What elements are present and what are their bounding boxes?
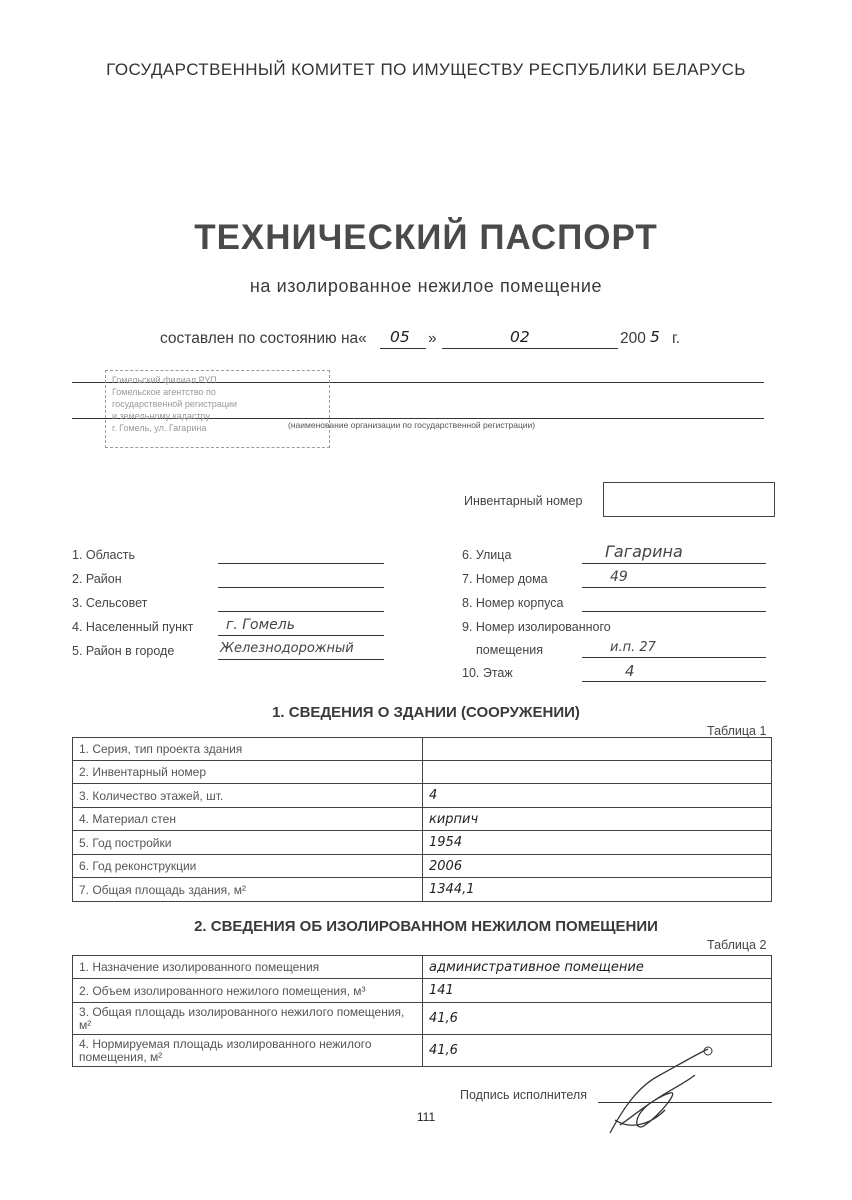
state-month: 02 (510, 328, 530, 346)
registration-stamp (105, 370, 330, 448)
section1-title: 1. СВЕДЕНИЯ О ЗДАНИИ (СООРУЖЕНИИ) (272, 704, 580, 721)
row-value: 41,6 (423, 1003, 772, 1035)
stamp-line: Гомельский филиал РУП (112, 375, 217, 385)
address-line-district (218, 587, 384, 588)
row-value: кирпич (423, 808, 772, 831)
row-label: 3. Количество этажей, шт. (73, 784, 423, 808)
address-label-floor: 10. Этаж (462, 666, 513, 680)
state-year-prefix: 200 (620, 330, 646, 347)
address-value-settlement: г. Гомель (226, 617, 295, 633)
table-row (73, 956, 772, 979)
state-day: 05 (390, 328, 410, 346)
table-row (73, 808, 772, 831)
row-label: 4. Нормируемая площадь изолированного нежилого помещения, м² (73, 1035, 423, 1067)
address-line-selsovet (218, 611, 384, 612)
table-row (73, 831, 772, 855)
row-value (423, 761, 772, 784)
row-label: 1. Назначение изолированного помещения (73, 956, 423, 979)
row-value: 4 (423, 784, 772, 808)
address-line-city-district (218, 659, 384, 660)
row-value: 2006 (423, 855, 772, 878)
state-suffix: г. (672, 330, 681, 347)
table-row (73, 738, 772, 761)
state-year-digit: 5 (650, 328, 660, 346)
address-line-house (582, 587, 766, 588)
row-value (423, 738, 772, 761)
table-row (73, 784, 772, 808)
address-label-street: 6. Улица (462, 548, 512, 562)
table-row (73, 979, 772, 1003)
row-label: 6. Год реконструкции (73, 855, 423, 878)
address-value-city-district: Железнодорожный (220, 641, 354, 656)
address-value-house: 49 (610, 569, 628, 585)
state-mid: » (428, 330, 437, 347)
day-underline (380, 348, 426, 349)
address-label-premise-number: 9. Номер изолированного (462, 620, 611, 634)
inventory-field[interactable] (603, 482, 775, 517)
address-line-street (582, 563, 766, 564)
address-label-selsovet: 3. Сельсовет (72, 596, 148, 610)
table-row (73, 878, 772, 902)
stamp-line: г. Гомель, ул. Гагарина (112, 423, 207, 433)
address-label-house: 7. Номер дома (462, 572, 548, 586)
address-line-floor (582, 681, 766, 682)
stamp-line: и земельному кадастру (112, 411, 211, 421)
address-value-premise: и.п. 27 (610, 640, 656, 655)
state-prefix: составлен по состоянию на« (160, 330, 367, 347)
row-label: 2. Объем изолированного нежилого помещения, м³ (73, 979, 423, 1003)
row-label: 2. Инвентарный номер (73, 761, 423, 784)
table-row (73, 761, 772, 784)
table-row (73, 855, 772, 878)
inventory-label: Инвентарный номер (464, 494, 583, 508)
address-line-building (582, 611, 766, 612)
row-value: административное помещение (423, 956, 772, 979)
address-label-district: 2. Район (72, 572, 122, 586)
row-label: 3. Общая площадь изолированного нежилого помещения, м² (73, 1003, 423, 1035)
building-table (72, 737, 772, 902)
signature-scribble-icon (600, 1045, 720, 1140)
row-label: 4. Материал стен (73, 808, 423, 831)
address-line-region (218, 563, 384, 564)
table1-caption: Таблица 1 (707, 724, 767, 738)
month-underline (442, 348, 618, 349)
stamp-line: государственной регистрации (112, 399, 237, 409)
document-title: ТЕХНИЧЕСКИЙ ПАСПОРТ (194, 218, 658, 257)
table-row (73, 1003, 772, 1035)
address-label-city-district: 5. Район в городе (72, 644, 175, 658)
stamp-line: Гомельское агентство по (112, 387, 216, 397)
address-label-region: 1. Область (72, 548, 135, 562)
address-label-settlement: 4. Населенный пункт (72, 620, 194, 634)
committee-header: ГОСУДАРСТВЕННЫЙ КОМИТЕТ ПО ИМУЩЕСТВУ РЕСПУБЛИКИ БЕЛАРУСЬ (106, 60, 746, 79)
row-label: 1. Серия, тип проекта здания (73, 738, 423, 761)
document-subtitle: на изолированное нежилое помещение (249, 276, 603, 296)
row-value: 141 (423, 979, 772, 1003)
row-value: 41,6 (423, 1035, 772, 1067)
address-label-building: 8. Номер корпуса (462, 596, 564, 610)
row-label: 7. Общая площадь здания, м² (73, 878, 423, 902)
row-value: 1344,1 (423, 878, 772, 902)
address-value-floor: 4 (625, 662, 635, 680)
page-number: 111 (416, 1110, 436, 1124)
address-line-settlement (218, 635, 384, 636)
row-label: 5. Год постройки (73, 831, 423, 855)
address-label-premise: помещения (476, 643, 544, 657)
signature-label: Подпись исполнителя (460, 1088, 587, 1102)
address-value-street: Гагарина (605, 542, 683, 561)
address-line-premise (582, 657, 766, 658)
table2-caption: Таблица 2 (707, 938, 767, 952)
section2-title: 2. СВЕДЕНИЯ ОБ ИЗОЛИРОВАННОМ НЕЖИЛОМ ПОМЕЩЕНИИ (194, 918, 658, 935)
org-caption: (наименование организации по государственной регистрации) (288, 420, 536, 430)
row-value: 1954 (423, 831, 772, 855)
